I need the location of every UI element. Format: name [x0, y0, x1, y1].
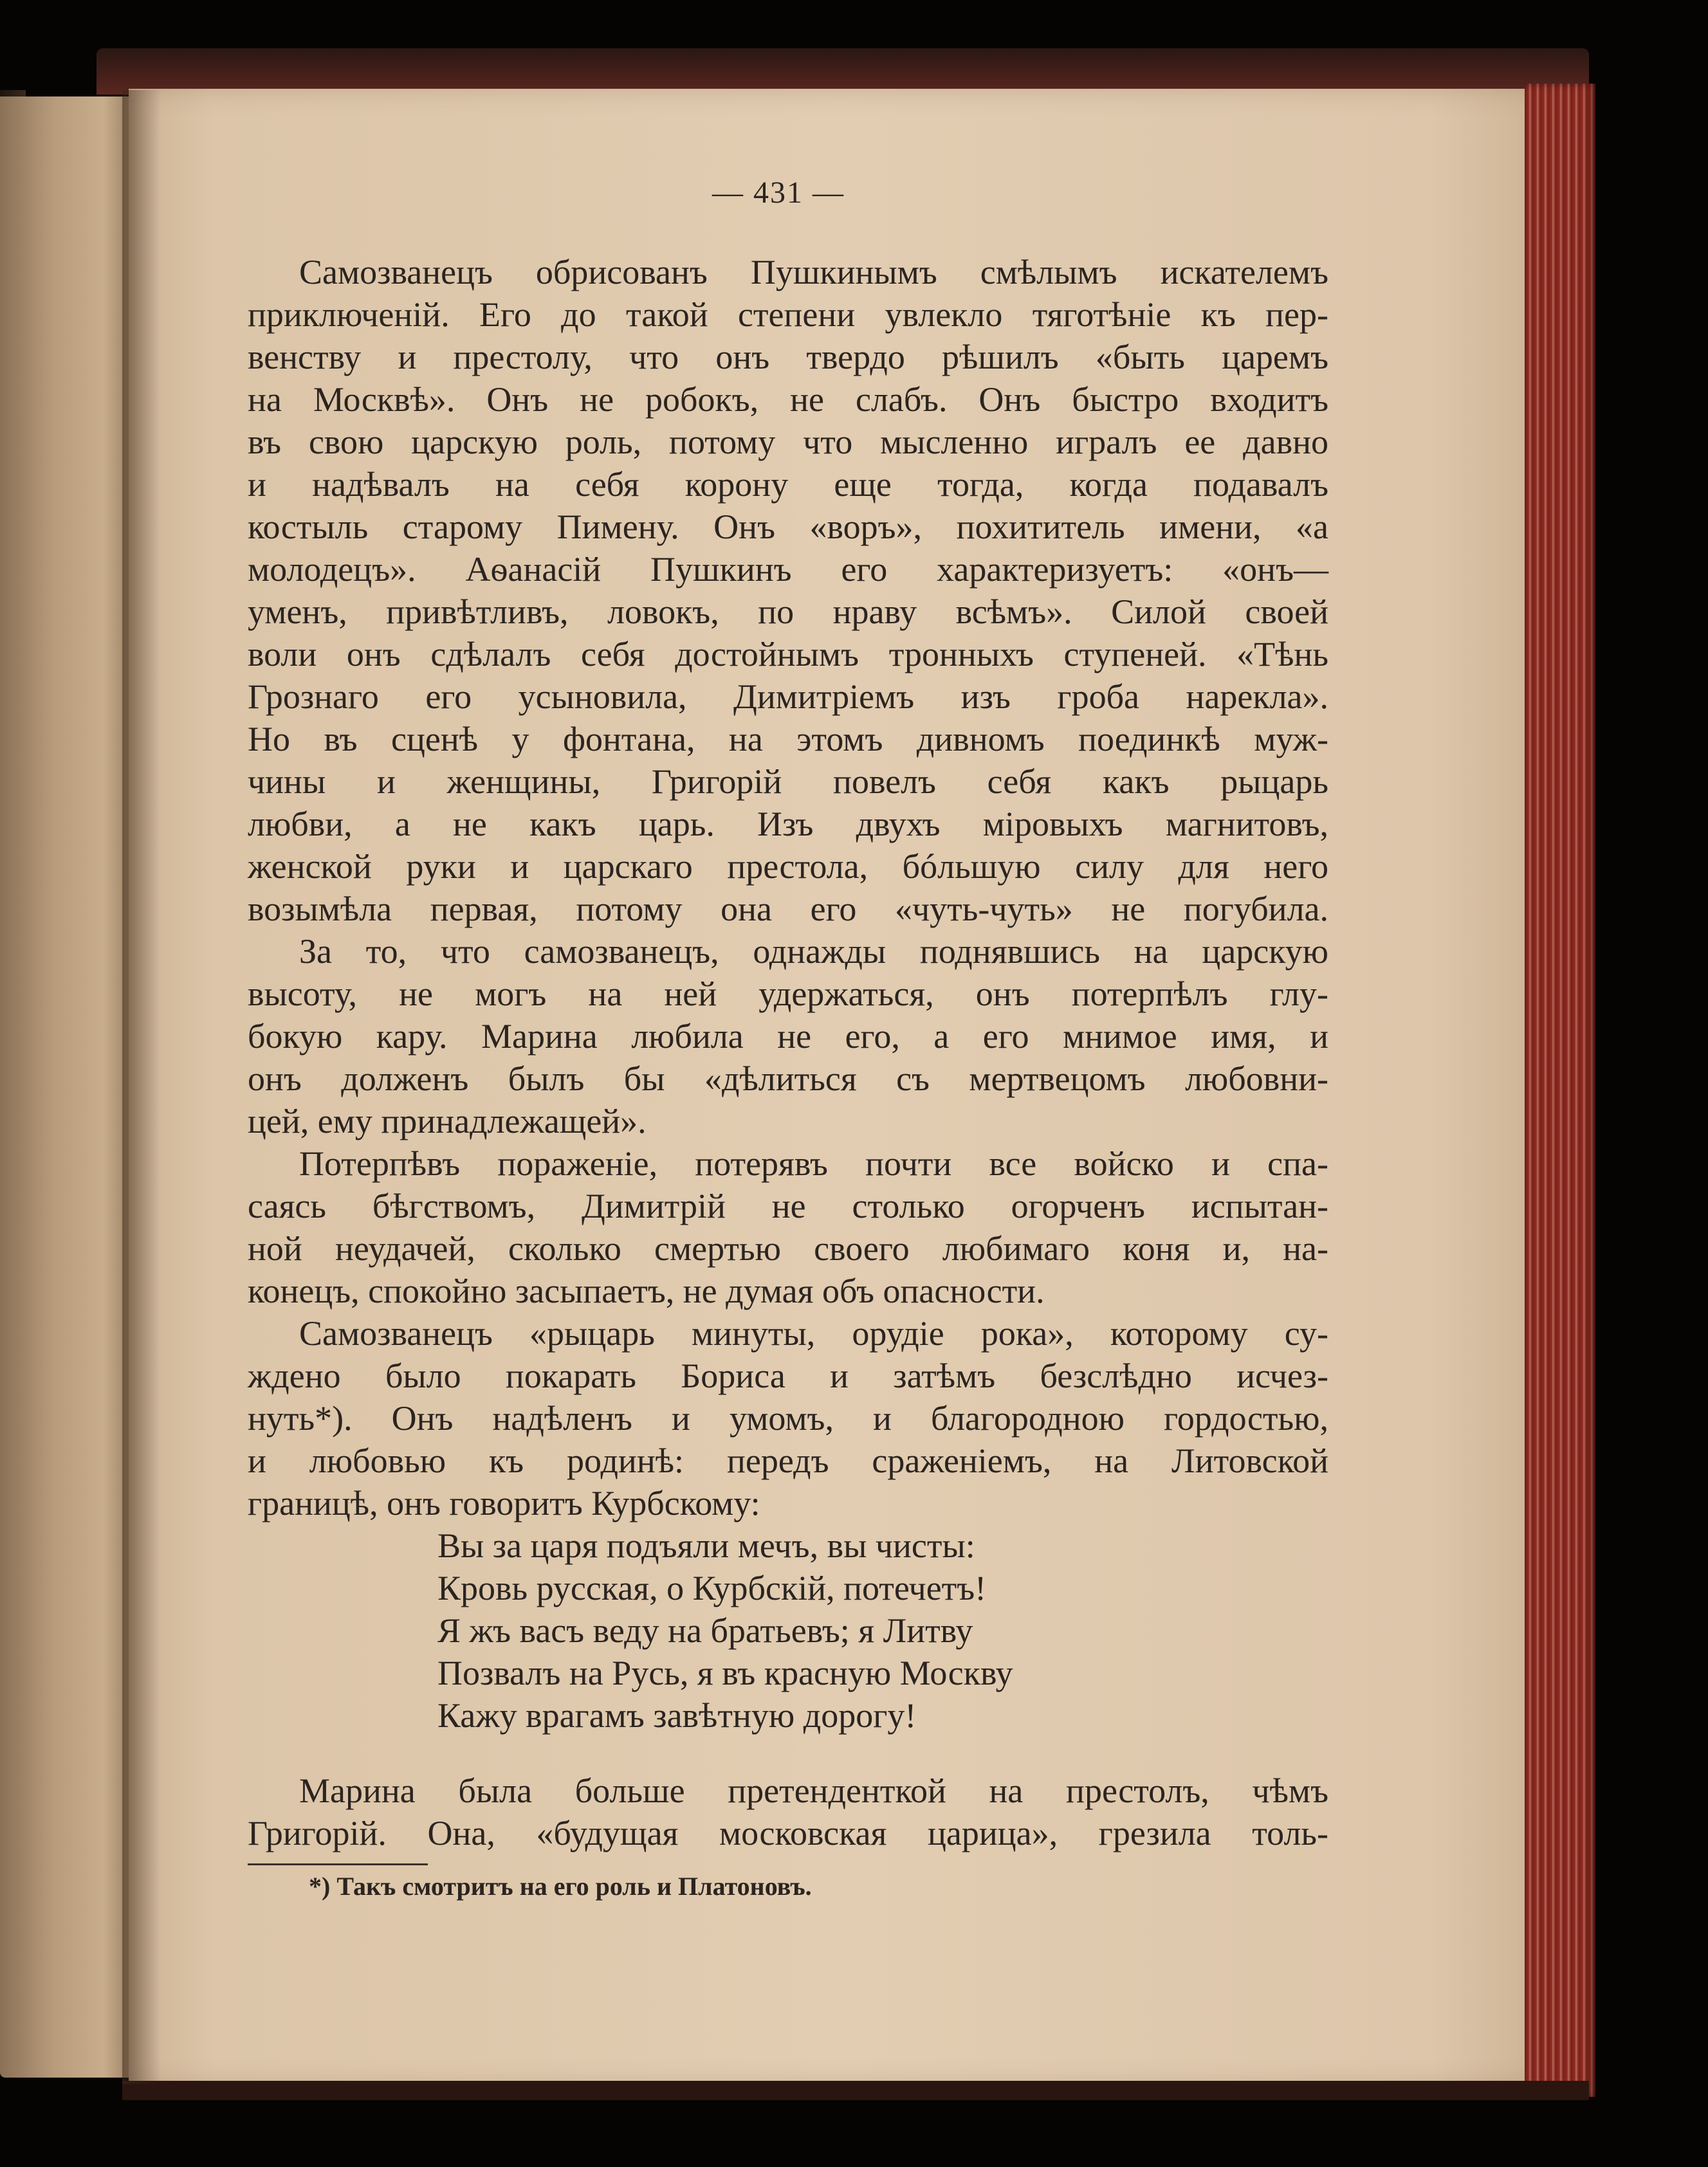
- poem-line: Кажу врагамъ завѣтную дорогу!: [437, 1696, 917, 1735]
- text-line: чины и женщины, Григорій повелъ себя какъ рыцарь: [248, 762, 1328, 801]
- text-line: уменъ, привѣтливъ, ловокъ, по нраву всѣмъ». Силой своей: [248, 592, 1328, 631]
- text-line: Самозванецъ обрисованъ Пушкинымъ смѣлымъ искателемъ: [299, 253, 1328, 291]
- poem-line: Позвалъ на Русь, я въ красную Москву: [437, 1654, 1013, 1692]
- text-line: конецъ, спокойно засыпаетъ, не думая объ опасности.: [248, 1272, 1045, 1310]
- text-line: и любовью къ родинѣ: передъ сраженіемъ, на Литовской: [248, 1441, 1328, 1480]
- text-line: Потерпѣвъ пораженіе, потерявъ почти все войско и спа-: [299, 1144, 1328, 1183]
- poem-line: Кровь русская, о Курбскій, потечетъ!: [437, 1569, 987, 1607]
- text-line: женской руки и царскаго престола, бóльшую силу для него: [248, 847, 1328, 886]
- text-line: Григорій. Она, «будущая московская царица», грезила толь-: [248, 1814, 1328, 1852]
- page-number: — 431 —: [712, 176, 845, 210]
- text-line: Но въ сценѣ у фонтана, на этомъ дивномъ поединкѣ муж-: [248, 720, 1328, 758]
- text-line: ной неудачей, сколько смертью своего любимаго коня и, на-: [248, 1229, 1328, 1268]
- text-line: приключеній. Его до такой степени увлекло тяготѣніе къ пер-: [248, 295, 1328, 334]
- text-line: и надѣвалъ на себя корону еще тогда, когда подавалъ: [248, 465, 1328, 504]
- text-line: ждено было покарать Бориса и затѣмъ безслѣдно исчез-: [248, 1357, 1328, 1395]
- text-line: Марина была больше претенденткой на престолъ, чѣмъ: [299, 1771, 1328, 1810]
- poem-quote: [437, 1524, 1013, 1737]
- text-line: саясь бѣгствомъ, Димитрій не столько огорченъ испытан-: [248, 1187, 1328, 1225]
- text-line: онъ долженъ былъ бы «дѣлиться съ мертвецомъ любовни-: [248, 1059, 1328, 1098]
- text-line: За то, что самозванецъ, однажды поднявшись на царскую: [299, 932, 1328, 971]
- text-line: на Москвѣ». Онъ не робокъ, не слабъ. Онъ быстро входитъ: [248, 380, 1328, 419]
- text-line: возымѣла первая, потому она его «чуть-чуть» не погубила.: [248, 890, 1328, 928]
- page-edges-red: [1525, 84, 1595, 2097]
- footnote: *) Такъ смотритъ на его роль и Платоновъ.: [309, 1872, 812, 1901]
- book-cover-top: [96, 48, 1589, 95]
- poem-line: Я жъ васъ веду на братьевъ; я Литву: [437, 1611, 973, 1650]
- text-line: костыль старому Пимену. Онъ «воръ», похититель имени, «а: [248, 507, 1328, 546]
- text-line: Самозванецъ «рыцарь минуты, орудіе рока», которому су-: [299, 1314, 1328, 1353]
- footnote-divider: [248, 1863, 428, 1865]
- text-line: Грознаго его усыновила, Димитріемъ изъ гроба нарекла».: [248, 677, 1328, 716]
- poem-line: Вы за царя подъяли мечъ, вы чисты:: [437, 1526, 975, 1565]
- page-gutter-shadow: [122, 90, 161, 2084]
- text-line: воли онъ сдѣлалъ себя достойнымъ тронныхъ ступеней. «Тѣнь: [248, 635, 1328, 673]
- text-line: молодецъ». Аѳанасій Пушкинъ его характеризуетъ: «онъ—: [248, 550, 1328, 589]
- text-line: бокую кару. Марина любила не его, а его мнимое имя, и: [248, 1017, 1328, 1056]
- text-line: границѣ, онъ говоритъ Курбскому:: [248, 1484, 760, 1522]
- text-line: венству и престолу, что онъ твердо рѣшилъ «быть царемъ: [248, 338, 1328, 376]
- text-line: высоту, не могъ на ней удержаться, онъ потерпѣлъ глу-: [248, 974, 1328, 1013]
- text-line: любви, а не какъ царь. Изъ двухъ міровыхъ магнитовъ,: [248, 805, 1328, 843]
- previous-page-edge: [0, 96, 138, 2078]
- text-line: въ свою царскую роль, потому что мысленно игралъ ее давно: [248, 423, 1328, 461]
- text-line: нуть*). Онъ надѣленъ и умомъ, и благородною гордостью,: [248, 1399, 1328, 1438]
- text-line: цей, ему принадлежащей».: [248, 1102, 647, 1140]
- book-cover-bottom: [122, 2081, 1589, 2100]
